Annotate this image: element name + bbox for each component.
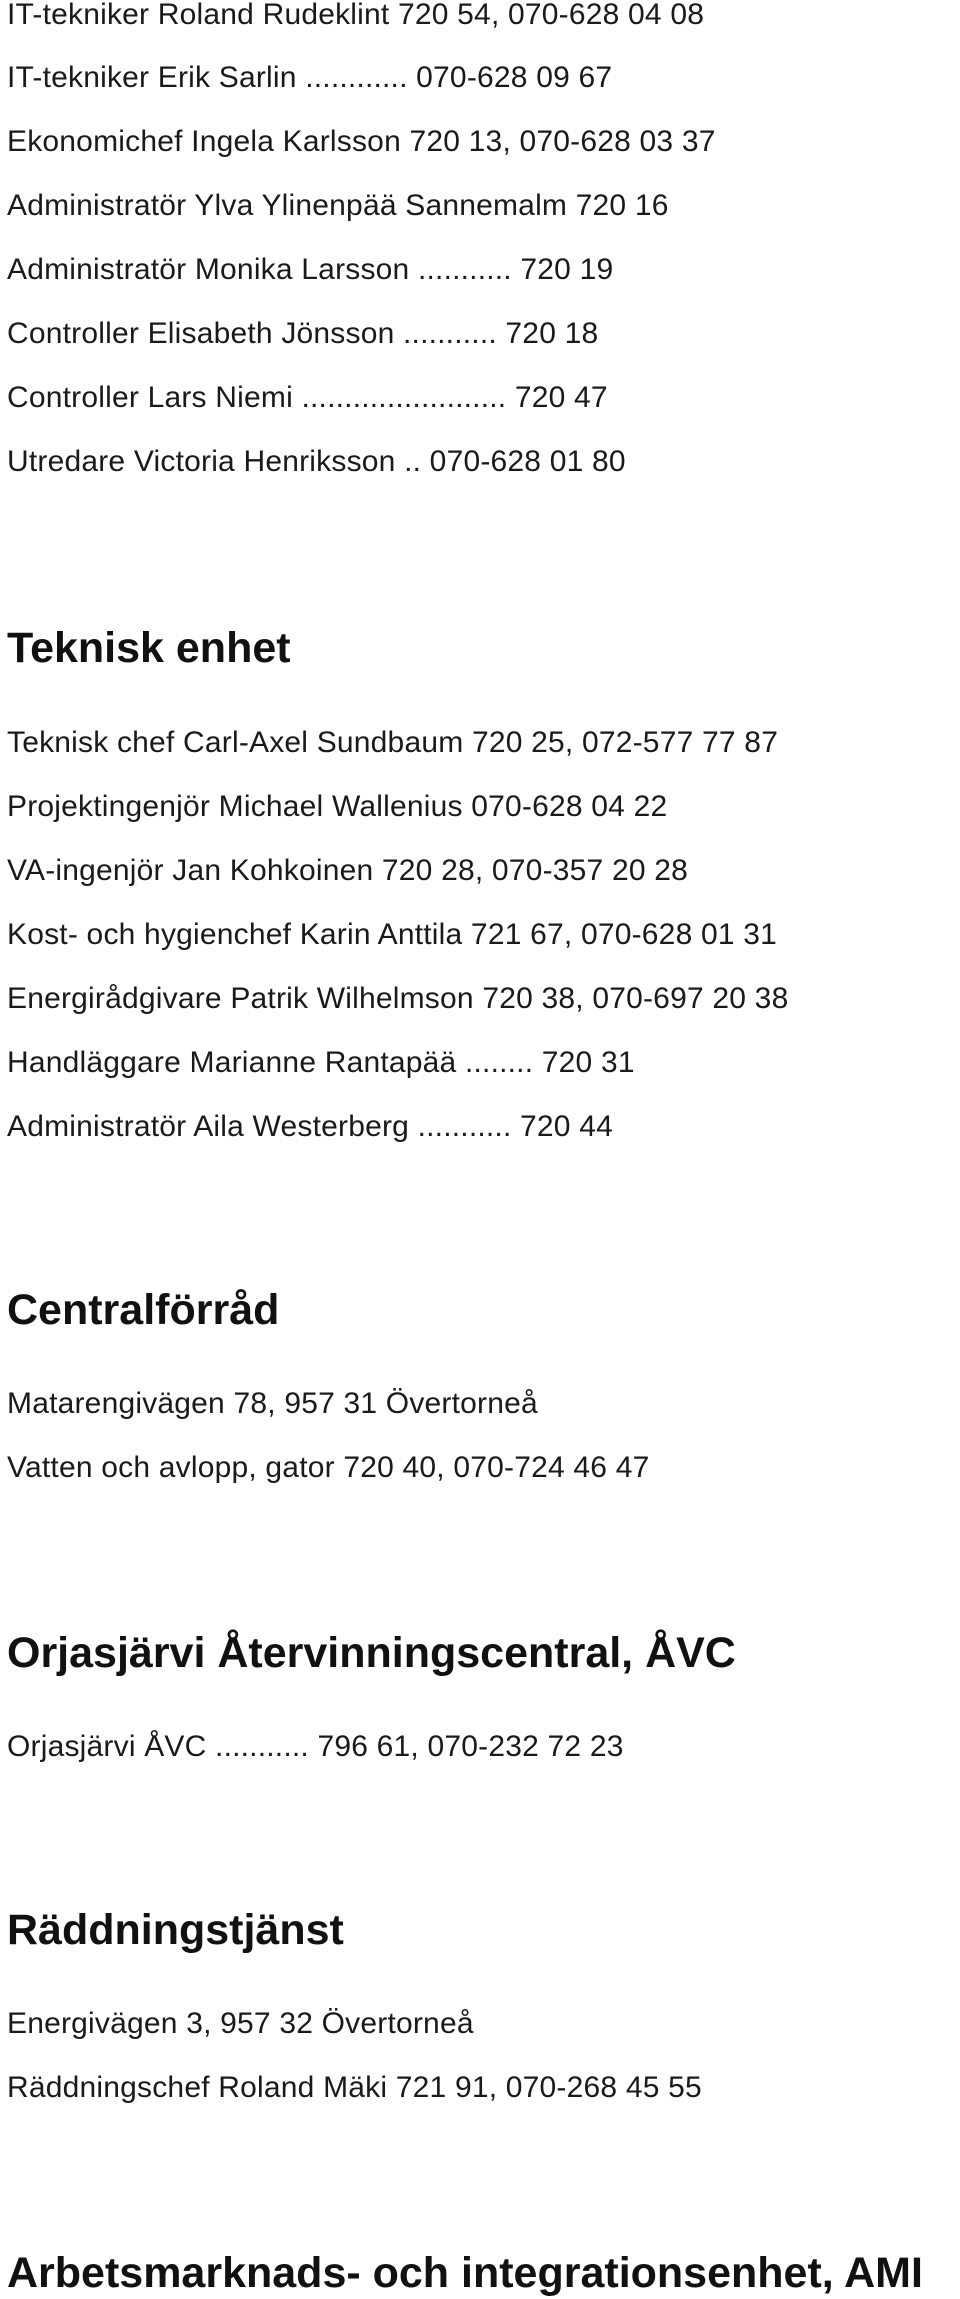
contact-line: Controller Elisabeth Jönsson ........... 720 18 xyxy=(7,317,599,350)
section-heading-orjasjarvi-avc: Orjasjärvi Återvinningscentral, ÅVC xyxy=(7,1629,736,1677)
contact-line: Handläggare Marianne Rantapää ........ 720 31 xyxy=(7,1046,635,1079)
contact-line: Vatten och avlopp, gator 720 40, 070-724 46 47 xyxy=(7,1451,650,1484)
contact-line: Ekonomichef Ingela Karlsson 720 13, 070-628 03 37 xyxy=(7,125,716,158)
contact-line: Controller Lars Niemi ........................ 720 47 xyxy=(7,381,608,414)
contact-line: Energirådgivare Patrik Wilhelmson 720 38, 070-697 20 38 xyxy=(7,982,789,1015)
contact-line: IT-tekniker Erik Sarlin ............ 070-628 09 67 xyxy=(7,61,613,94)
section-heading-teknisk-enhet: Teknisk enhet xyxy=(7,624,291,672)
contact-line: Administratör Ylva Ylinenpää Sannemalm 720 16 xyxy=(7,189,669,222)
section-heading-raddningstjanst: Räddningstjänst xyxy=(7,1906,344,1954)
contact-line: Räddningschef Roland Mäki 721 91, 070-268 45 55 xyxy=(7,2071,702,2104)
section-heading-centralforrad: Centralförråd xyxy=(7,1286,280,1334)
contact-line: Administratör Monika Larsson ........... 720 19 xyxy=(7,253,614,286)
contact-line: Projektingenjör Michael Wallenius 070-628 04 22 xyxy=(7,790,668,823)
address-line: Energivägen 3, 957 32 Övertorneå xyxy=(7,2007,474,2040)
contact-line: Administratör Aila Westerberg ........... 720 44 xyxy=(7,1110,613,1143)
contact-line: Orjasjärvi ÅVC ........... 796 61, 070-232 72 23 xyxy=(7,1730,624,1763)
address-line: Matarengivägen 78, 957 31 Övertorneå xyxy=(7,1387,538,1420)
contact-line: VA-ingenjör Jan Kohkoinen 720 28, 070-357 20 28 xyxy=(7,854,689,887)
contact-line: Teknisk chef Carl-Axel Sundbaum 720 25, 072-577 77 87 xyxy=(7,726,779,759)
contact-line: IT-tekniker Roland Rudeklint 720 54, 070-628 04 08 xyxy=(7,0,705,31)
contact-line: Utredare Victoria Henriksson .. 070-628 01 80 xyxy=(7,445,626,478)
contact-line: Kost- och hygienchef Karin Anttila 721 67, 070-628 01 31 xyxy=(7,918,778,951)
section-heading-ami: Arbetsmarknads- och integrationsenhet, AMI xyxy=(7,2249,923,2297)
